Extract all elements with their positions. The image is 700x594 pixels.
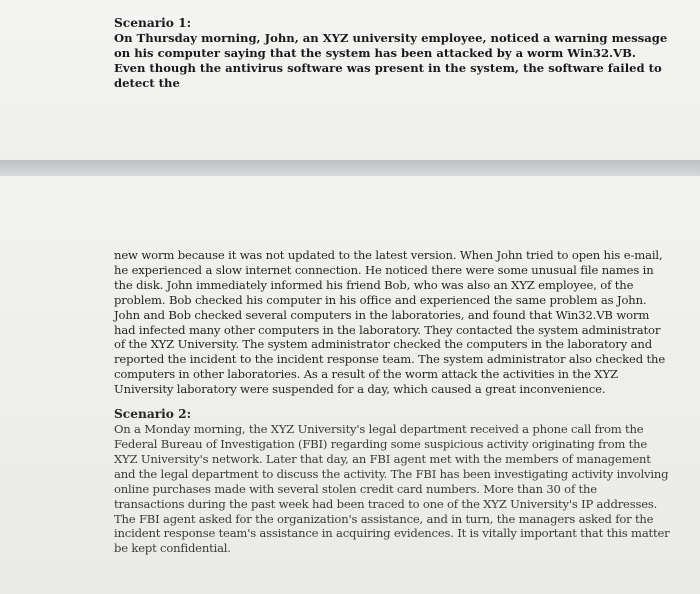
scenario-1-continuation-paragraph: new worm because it was not updated to the latest version. When John tried to open his e-mail, he experienced a slow internet connection. He noticed there were some unusual file names in the disk. John immediately informed his friend Bob, who was also an XYZ employee, of the problem. Bob checked his computer in his office and experienced the same problem as John. John and Bob checked several computers in the laboratories, and found that Win32.VB worm had infected many other computers in the laboratory. They contacted the system administrator of the XYZ University. The system administrator checked the computers in the laboratory and reported the incident to the incident response team. The system administrator also checked the computers in other laboratories. As a result of the worm attack the activities in the XYZ University laboratory were suspended for a day, which caused a great inconvenience. <box>114 248 666 397</box>
scenario-1-heading: Scenario 1: <box>114 16 192 30</box>
scenario-2-heading: Scenario 2: <box>114 407 192 422</box>
scenario-2-paragraph: On a Monday morning, the XYZ University's legal department received a phone call from the Federal Bureau of Investigation (FBI) regarding some suspicious activity originating from the XYZ University's network. Later that day, an FBI agent met with the members of management and the legal department to discuss the activity. The FBI has been investigating activity involving online purchases made with several stolen credit card numbers. More than 30 of the transactions during the past week had been traced to one of the XYZ University's IP addresses. The FBI agent asked for the organization's assistance, and in turn, the managers asked for the incident response team's assistance in acquiring evidences. It is vitally important that this matter be kept confidential. <box>114 422 670 556</box>
scenario-1-intro-paragraph: On Thursday morning, John, an XYZ university employee, noticed a warning message on his computer saying that the system has been attacked by a worm Win32.VB. Even though the antivirus software was present in the system, the software failed to detect the <box>114 31 668 90</box>
page-gap <box>0 160 700 176</box>
document-page-top <box>0 0 700 160</box>
document-page-bottom <box>0 176 700 594</box>
scenario-2-section <box>114 407 670 556</box>
